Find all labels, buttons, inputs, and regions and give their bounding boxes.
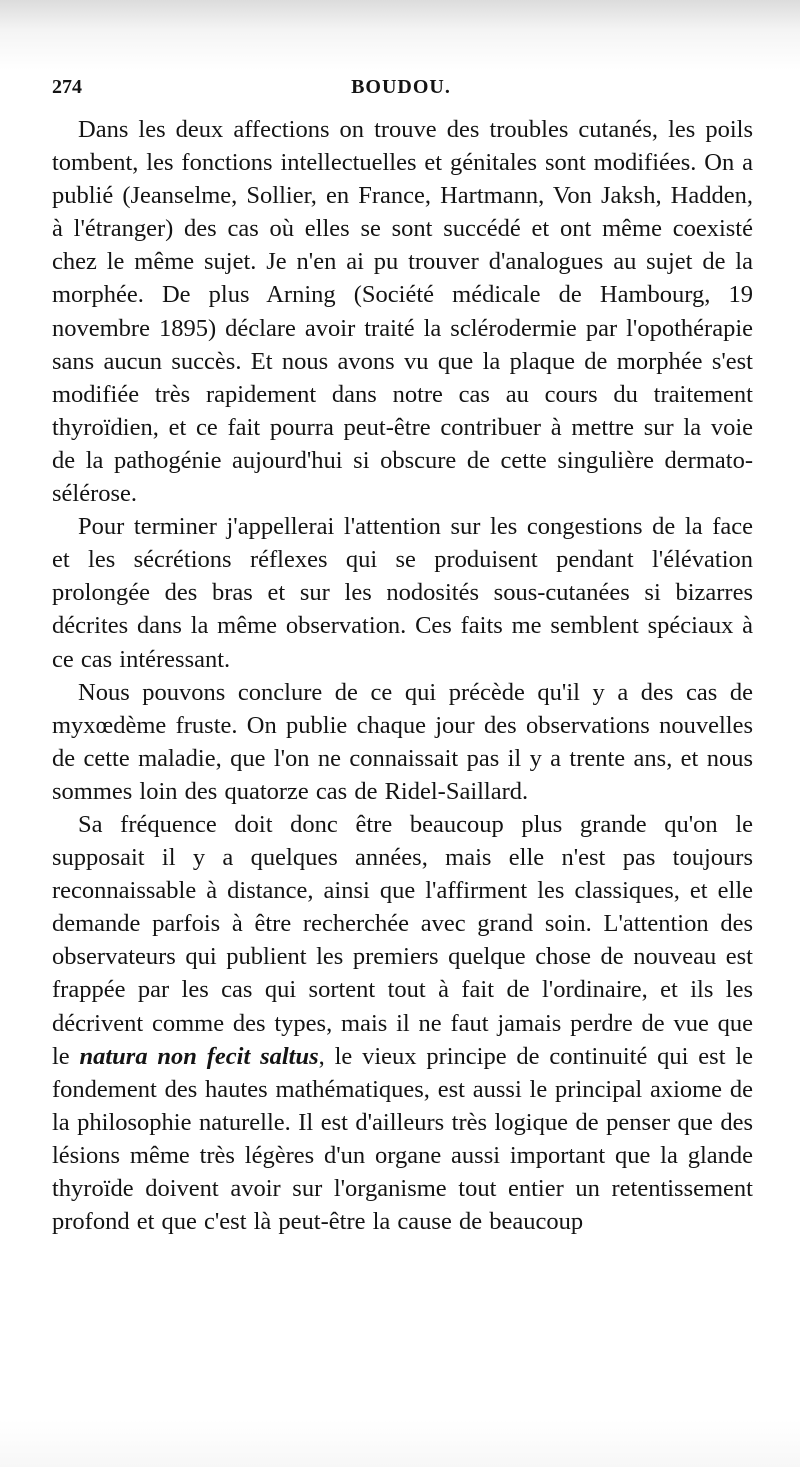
paragraph: Dans les deux affections on trouve des troubles cutanés, les poils tombent, les fonctions intellectuelles et génitales sont modifiées. On a publié (Jeanselme, Sollier, en France, Hartmann, Von Jaksh, Hadden, à l'étranger) des cas où elles se sont succédé et ont même coexisté chez le même sujet. Je n'en ai pu trouver d'analogues au sujet de la morphée. De plus Arning (Société médicale de Hambourg, 19 novembre 1895) déclare avoir traité la sclérodermie par l'opothérapie sans aucun succès. Et nous avons vu que la plaque de morphée s'est modifiée très rapidement dans notre cas au cours du traitement thyroïdien, et ce fait pourra peut-être contribuer à mettre sur la voie de la pathogénie aujourd'hui si obscure de cette singulière dermato-sélérose. (52, 116, 753, 508)
running-head (52, 76, 750, 106)
running-title: BOUDOU. (351, 76, 451, 98)
paragraph-text: Sa fréquence doit donc être beaucoup plus grande qu'on le supposait il y a quelques années, mais elle n'est pas toujours reconnaissable à distance, ainsi que l'affirment les classiques, et elle demande parfois à être recherchée avec grand soin. L'attention des observateurs qui publient les premiers quelque chose de nouveau est frappée par les cas qui sortent tout à fait de l'ordinaire, et ils les décrivent comme des types, mais il ne faut jamais perdre de vue que le (52, 810, 753, 1070)
paragraph: Pour terminer j'appellerai l'attention sur les congestions de la face et les sécrétions réflexes qui se produisent pendant l'élévation prolongée des bras et sur les nodosités sous-cutanées si bizarres décrites dans la même observation. Ces faits me semblent spéciaux à ce cas intéressant. (52, 513, 753, 673)
paragraph: Nous pouvons conclure de ce qui précède qu'il y a des cas de myxœdème fruste. On publie chaque jour des observations nouvelles de cette maladie, que l'on ne connaissait pas il y a trente ans, et nous sommes loin des quatorze cas de Ridel-Saillard. (52, 678, 753, 805)
latin-phrase: natura non fecit saltus (79, 1042, 319, 1070)
page-number: 274 (52, 76, 82, 98)
body-text (52, 113, 753, 1238)
paragraph (52, 808, 753, 1238)
paragraph-text: , le vieux principe de continuité qui est le fondement des hautes mathématiques, est aussi le principal axiome de la philosophie naturelle. Il est d'ailleurs très logique de penser que des lésions même très légères d'un organe aussi important que la glande thyroïde doivent avoir sur l'organisme tout entier un retentissement profond et que c'est là peut-être la cause de beaucoup (52, 1042, 753, 1236)
